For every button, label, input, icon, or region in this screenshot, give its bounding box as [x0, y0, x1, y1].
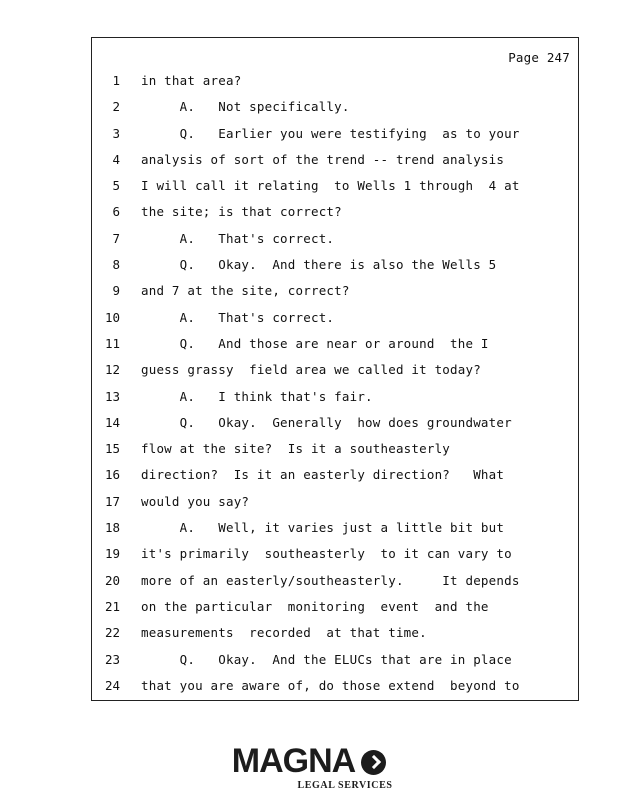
- line-number: 24: [104, 677, 120, 693]
- line-text: would you say?: [141, 493, 250, 509]
- line-number: 7: [112, 230, 120, 246]
- line-number: 19: [104, 546, 120, 562]
- transcript-line: [92, 568, 578, 594]
- transcript-line: [92, 94, 578, 120]
- line-text: Q. Earlier you were testifying as to your: [141, 125, 520, 141]
- transcript-line: [92, 515, 578, 541]
- line-text: Q. And those are near or around the I: [141, 335, 489, 351]
- transcript-line: [92, 357, 578, 383]
- line-text: on the particular monitoring event and the: [141, 598, 489, 614]
- line-number: 12: [104, 362, 120, 378]
- line-number: 21: [104, 598, 120, 614]
- transcript-line: [92, 226, 578, 252]
- line-number: 23: [104, 651, 120, 667]
- line-number: 6: [112, 204, 120, 220]
- line-number: 9: [112, 283, 120, 299]
- line-number: 2: [112, 99, 120, 115]
- transcript-line: [92, 647, 578, 673]
- transcript-line: [92, 199, 578, 225]
- line-text: A. That's correct.: [141, 309, 335, 325]
- line-text: A. That's correct.: [141, 230, 335, 246]
- line-text: A. I think that's fair.: [141, 388, 373, 404]
- transcript-lines: [92, 68, 578, 699]
- line-number: 11: [104, 335, 120, 351]
- line-text: it's primarily southeasterly to it can vary to: [141, 546, 512, 562]
- transcript-line: [92, 278, 578, 304]
- transcript-line: [92, 410, 578, 436]
- line-text: A. Well, it varies just a little bit but: [141, 520, 505, 536]
- transcript-line: [92, 462, 578, 488]
- transcript-line: [92, 252, 578, 278]
- transcript-line: [92, 147, 578, 173]
- line-text: more of an easterly/southeasterly. It depends: [141, 572, 520, 588]
- line-number: 1: [112, 73, 120, 88]
- transcript-line: [92, 173, 578, 199]
- line-text: I will call it relating to Wells 1 through 4 at: [141, 178, 520, 194]
- line-text: Q. Okay. And there is also the Wells 5: [141, 257, 497, 273]
- line-number: 14: [104, 414, 120, 430]
- line-text: the site; is that correct?: [141, 204, 342, 220]
- line-text: guess grassy field area we called it today?: [141, 362, 481, 378]
- logo-wordmark: MAGNA: [231, 742, 356, 780]
- line-number: 22: [104, 625, 120, 641]
- line-number: 5: [112, 178, 120, 194]
- transcript-line: [92, 594, 578, 620]
- page-number: Page 247: [508, 50, 570, 65]
- line-number: 13: [104, 388, 120, 404]
- line-text: Q. Okay. Generally how does groundwater: [141, 414, 512, 430]
- line-number: 10: [104, 309, 120, 325]
- line-number: 16: [104, 467, 120, 483]
- transcript-line: [92, 305, 578, 331]
- line-text: that you are aware of, do those extend beyond to: [141, 677, 520, 693]
- line-number: 18: [104, 520, 120, 536]
- transcript-line: [92, 331, 578, 357]
- transcript-page: [91, 37, 579, 701]
- transcript-line: [92, 68, 578, 94]
- transcript-line: [92, 489, 578, 515]
- transcript-line: [92, 673, 578, 699]
- line-number: 3: [112, 125, 120, 141]
- line-text: measurements recorded at that time.: [141, 625, 427, 641]
- logo-tagline: LEGAL SERVICES: [297, 780, 393, 791]
- line-number: 20: [104, 572, 120, 588]
- line-text: A. Not specifically.: [141, 99, 350, 115]
- line-text: direction? Is it an easterly direction? What: [141, 467, 505, 483]
- transcript-line: [92, 384, 578, 410]
- line-text: and 7 at the site, correct?: [141, 283, 350, 299]
- transcript-line: [92, 436, 578, 462]
- transcript-line: [92, 121, 578, 147]
- line-number: 15: [104, 441, 120, 457]
- line-number: 8: [112, 257, 120, 273]
- transcript-line: [92, 620, 578, 646]
- line-text: flow at the site? Is it a southeasterly: [141, 441, 451, 457]
- line-text: in that area?: [141, 73, 242, 88]
- transcript-line: [92, 541, 578, 567]
- line-number: 4: [112, 151, 120, 167]
- line-text: analysis of sort of the trend -- trend analysis: [141, 151, 505, 167]
- arrow-circle-icon: [361, 750, 386, 775]
- line-number: 17: [104, 493, 120, 509]
- line-text: Q. Okay. And the ELUCs that are in place: [141, 651, 512, 667]
- magna-logo: [0, 744, 618, 791]
